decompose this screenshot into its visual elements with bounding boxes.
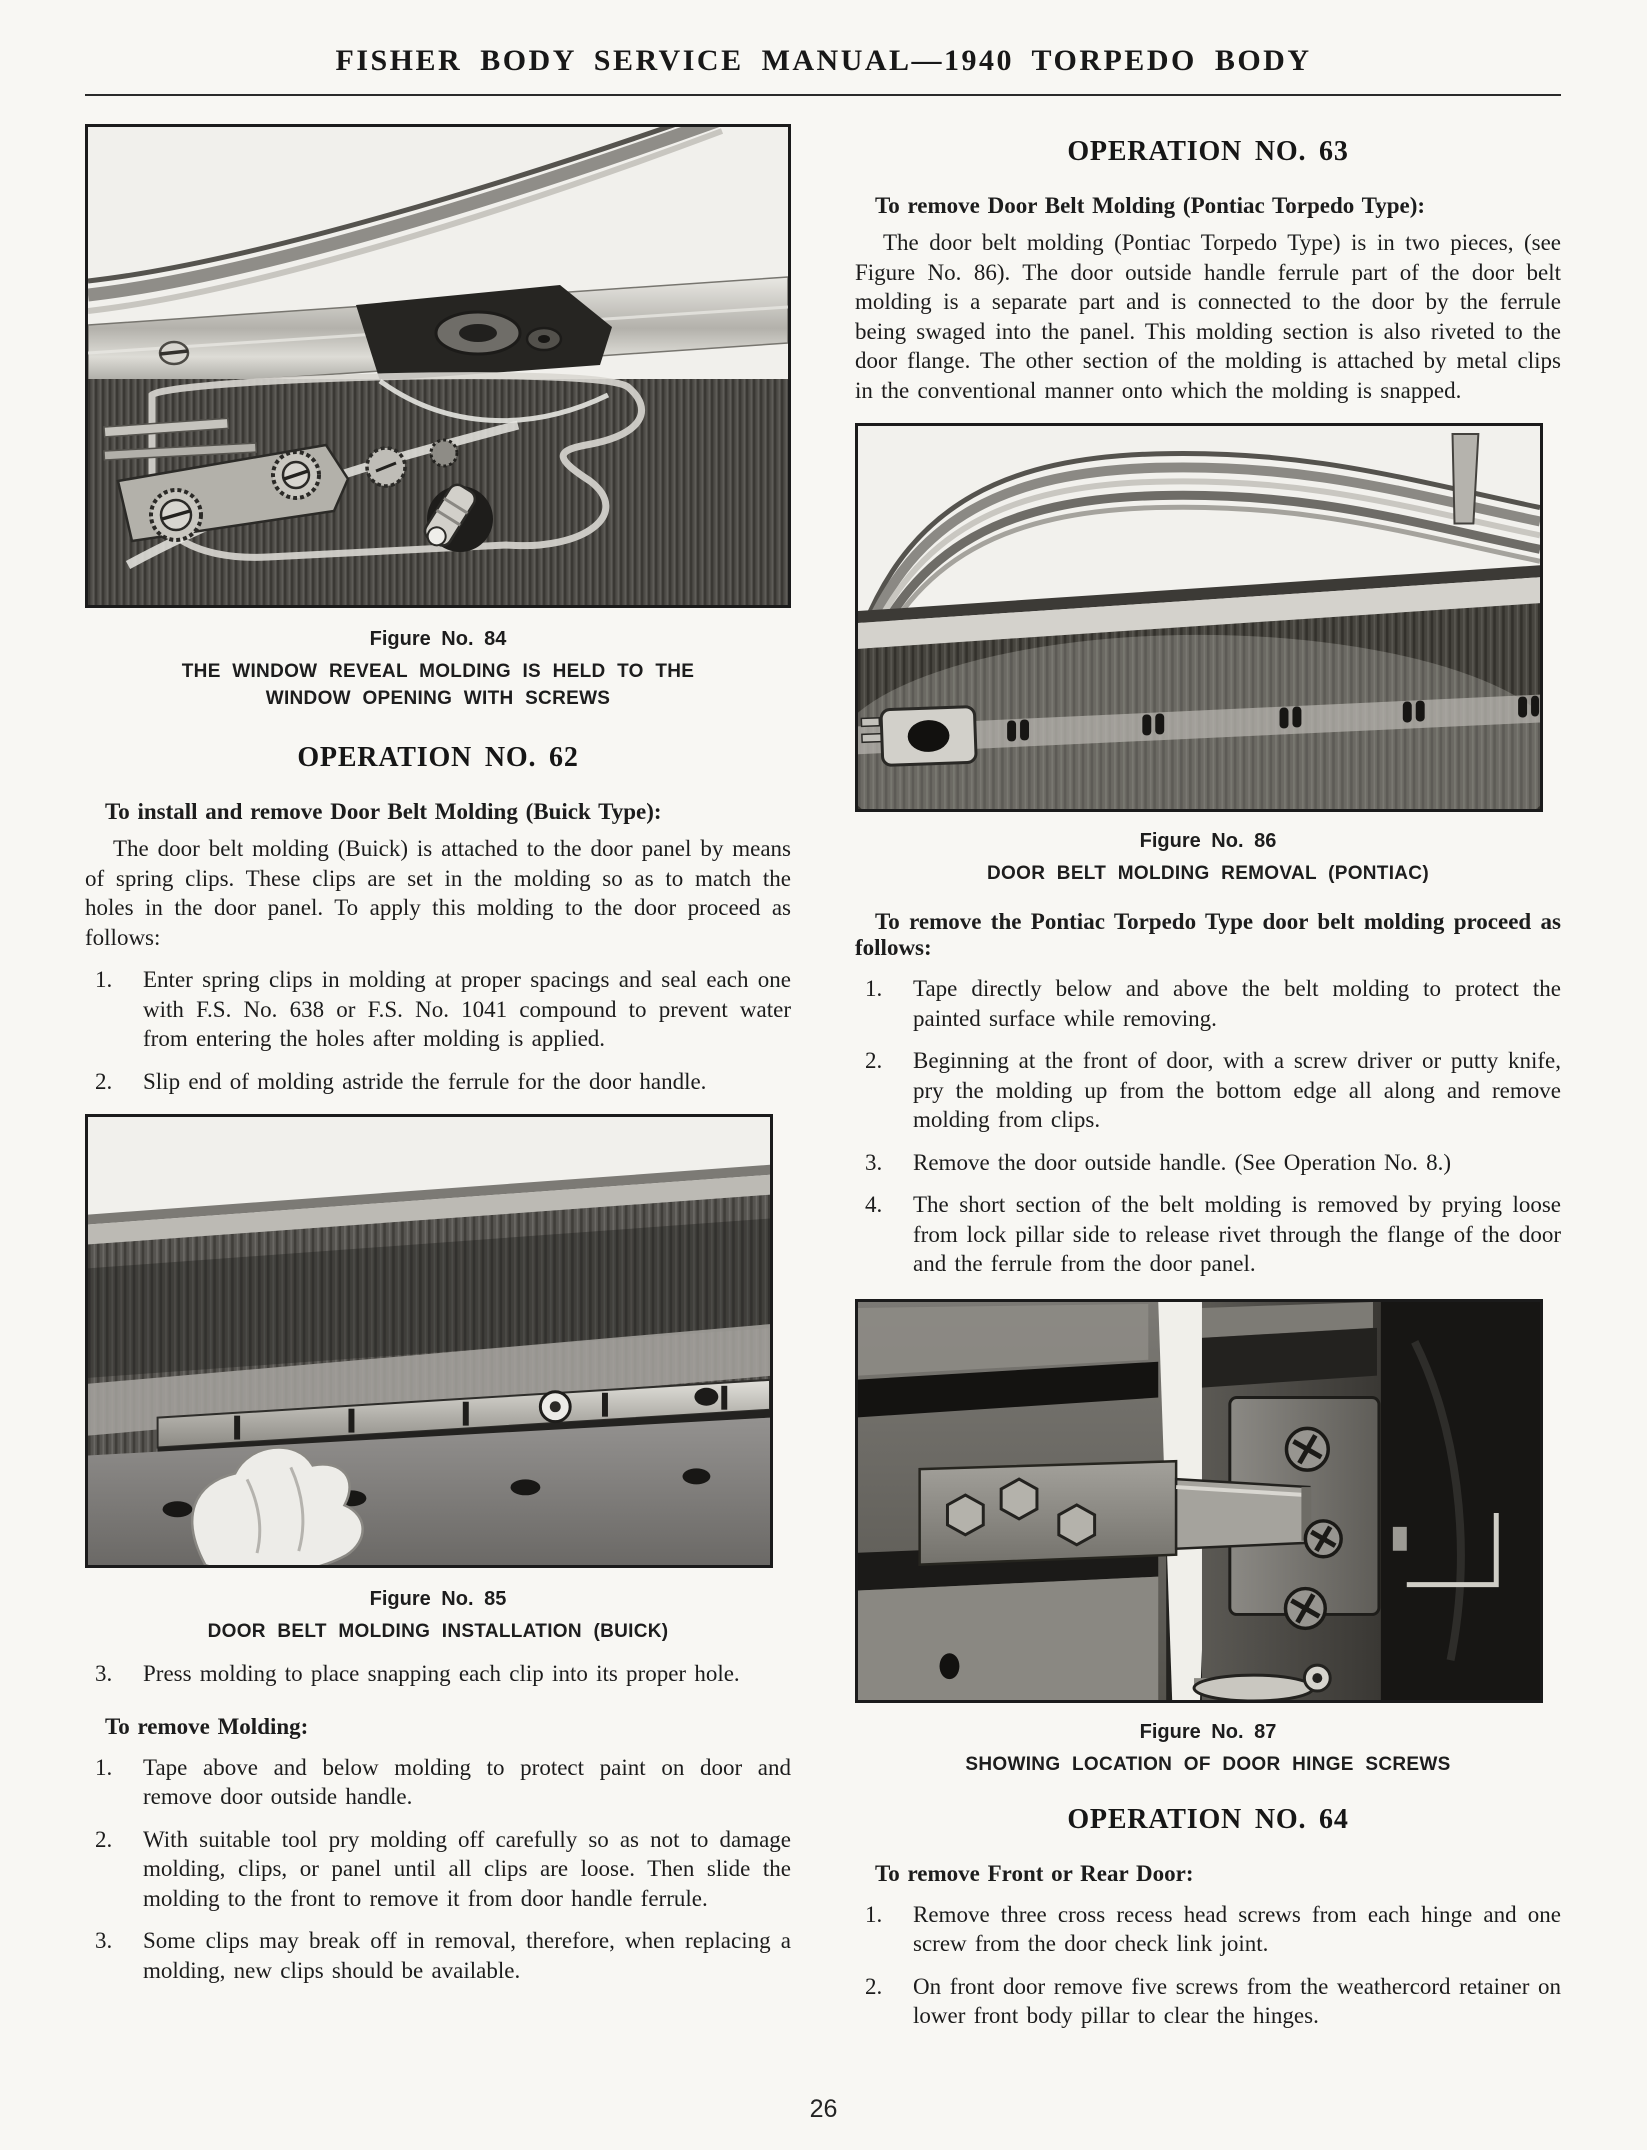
op64-subhead: To remove Front or Rear Door: [875,1860,1194,1886]
header-divider [85,94,1561,96]
list-item: 3. Remove the door outside handle. (See Operation No. 8.) [865,1149,1452,1175]
toothed-washer-screw [273,452,319,498]
list-item: 2. Beginning at the front of door, with a screw driver or putty knife, pry the molding up from the bottom edge all along and remove molding from clips. [865,1048,1561,1132]
list-item: 1. Tape above and below molding to protect paint on door and remove door outside handle. [95,1754,791,1809]
right-column [855,128,1561,2031]
page-number: 26 [809,2095,838,2123]
figure-86-photo [855,423,1543,812]
op62-steps-continued [85,1659,791,1689]
operation-62-heading: OPERATION NO. 62 [297,742,579,773]
figure-84-caption: Figure No. 84 THE WINDOW REVEAL MOLDING IS HELD TO THE WINDOW OPENING WITH SCREWS [85,628,791,712]
list-item: 3. Press molding to place snapping each clip into its proper hole. [95,1661,740,1686]
slot-screw [160,342,188,364]
figure-85-label: Figure No. 85 [369,1588,507,1610]
belt-molding-install-photo [88,1117,770,1565]
list-item: 4. The short section of the belt molding is removed by prying loose from lock pillar side to release rivet through the flange of the door and the ferrule from the door panel. [865,1192,1561,1276]
toothed-washer-screw [151,490,201,540]
op62-subhead: To install and remove Door Belt Molding (Buick Type): [105,799,662,824]
list-item: 2. Slip end of molding astride the ferrule for the door handle. [95,1068,707,1094]
figure-85-photo [85,1114,773,1568]
list-item: 1. Tape directly below and above the belt molding to protect the painted surface while removing. [865,976,1561,1031]
figure-85-caption: Figure No. 85 DOOR BELT MOLDING INSTALLATION (BUICK) [85,1588,791,1645]
remove-molding-subhead: To remove Molding: [105,1713,309,1739]
door-panel-window-photo [88,127,788,605]
op64-steps [855,1900,1561,2031]
figure-84-label: Figure No. 84 [369,628,507,650]
figure-87-photo [855,1299,1543,1703]
operation-63-heading: OPERATION NO. 63 [1067,136,1349,167]
list-item: 2. With suitable tool pry molding off carefully so as not to damage molding, clips, or panel until all clips are loose. Then slide the molding to the front to remove it from door handle ferrule. [95,1826,791,1911]
figure-86-caption: Figure No. 86 DOOR BELT MOLDING REMOVAL (PONTIAC) [855,830,1561,887]
operation-64-heading: OPERATION NO. 64 [1067,1803,1349,1835]
list-item: 3. Some clips may break off in removal, therefore, when replacing a molding, new clips should be available. [95,1928,791,1983]
left-column [85,112,791,1985]
figure-86-label: Figure No. 86 [1139,830,1277,852]
op63-steps [855,974,1561,1279]
list-item: 2. On front door remove five screws from the weathercord retainer on lower front body pillar to clear the hinges. [865,1973,1561,2028]
op62-intro: The door belt molding (Buick) is attached to the door panel by means of spring clips. These clips are set in the molding so as to match the holes in the door panel. To apply this molding to the door proceed as follows: [85,836,791,950]
list-item: 1. Remove three cross recess head screws from each hinge and one screw from the door check link joint. [865,1901,1561,1956]
lock-pillar [1453,434,1479,524]
op62-steps [85,965,791,1096]
op63-intro: The door belt molding (Pontiac Torpedo Type) is in two pieces, (see Figure No. 86). The door outside handle ferrule part of the door belt molding is a separate part and is connected to the door by the ferrule being swaged into the panel. This molding section is also riveted to the door flange. The other section of the molding is attached by metal clips in the conventional manner onto which the molding is snapped. [855,230,1561,403]
toothed-knob [367,448,405,486]
figure-87-label: Figure No. 87 [1139,1720,1277,1743]
figure-87-caption: Figure No. 87 SHOWING LOCATION OF DOOR HINGE SCREWS [855,1721,1561,1778]
list-item: 1. Enter spring clips in molding at proper spacings and seal each one with F.S. No. 638 or F.S. No. 1041 compound to prevent water from entering the holes after molding is applied. [95,967,791,1051]
belt-molding-removal-photo [858,426,1540,809]
page-title: FISHER BODY SERVICE MANUAL—1940 TORPEDO BODY [335,44,1312,77]
door-hinge-photo [858,1302,1540,1700]
op63-subhead: To remove Door Belt Molding (Pontiac Torpedo Type): [875,193,1426,218]
remove-molding-steps [85,1753,791,1986]
op63-procedure-intro: To remove the Pontiac Torpedo Type door belt molding proceed as follows: [855,909,1561,960]
figure-84-photo [85,124,791,608]
